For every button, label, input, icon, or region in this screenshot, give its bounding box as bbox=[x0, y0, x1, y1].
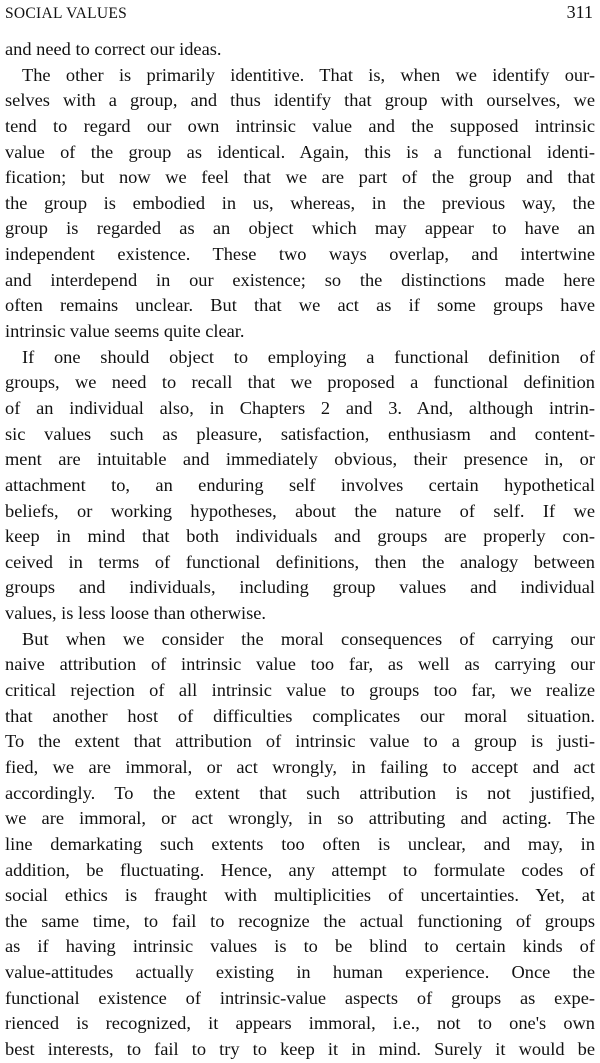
text-line: If one should object to employing a functional definition of bbox=[22, 346, 595, 367]
text-line: groups and individuals, including group values and individual bbox=[5, 577, 595, 598]
text-line: But when we consider the moral consequences of carrying our bbox=[22, 628, 595, 649]
text-line: that another host of difficulties complicates our moral situation. bbox=[5, 705, 595, 726]
text-line: functional existence of intrinsic-value aspects of groups as expe- bbox=[5, 987, 595, 1008]
text-line: To the extent that attribution of intrinsic value to a group is justi- bbox=[5, 731, 595, 752]
text-line: group is regarded as an object which may appear to have an bbox=[5, 218, 595, 239]
text-line: independent existence. These two ways overlap, and intertwine bbox=[5, 244, 595, 265]
body-text bbox=[5, 37, 595, 1063]
text-line: the group is embodied in us, whereas, in the previous way, the bbox=[5, 192, 595, 213]
text-line: we are immoral, or act wrongly, in so attributing and acting. The bbox=[5, 808, 595, 829]
text-line: addition, be fluctuating. Hence, any attempt to formulate codes of bbox=[5, 859, 595, 880]
text-line: The other is primarily identitive. That is, when we identify our- bbox=[22, 64, 595, 85]
text-line: ment are intuitable and immediately obvious, their presence in, or bbox=[5, 449, 595, 470]
text-line: sic values such as pleasure, satisfaction, enthusiasm and content- bbox=[5, 423, 595, 444]
text-line: and interdepend in our existence; so the distinctions made here bbox=[5, 269, 595, 290]
text-line: value of the group as identical. Again, this is a functional identi- bbox=[5, 141, 595, 162]
text-line: line demarkating such extents too often is unclear, and may, in bbox=[5, 833, 595, 854]
text-line: fication; but now we feel that we are part of the group and that bbox=[5, 167, 595, 188]
text-line: value-attitudes actually existing in human experience. Once the bbox=[5, 962, 595, 983]
text-line: social ethics is fraught with multiplicities of uncertainties. Yet, at bbox=[5, 885, 595, 906]
page-number: 311 bbox=[566, 2, 593, 22]
text-line: keep in mind that both individuals and groups are properly con- bbox=[5, 526, 595, 547]
text-line: naive attribution of intrinsic value too far, as well as carrying our bbox=[5, 654, 595, 675]
text-line: best interests, to fail to try to keep it in mind. Surely it would be bbox=[5, 1038, 595, 1059]
running-title: SOCIAL VALUES bbox=[5, 5, 128, 22]
text-line: values, is less loose than otherwise. bbox=[5, 603, 266, 624]
text-line: groups, we need to recall that we proposed a functional definition bbox=[5, 372, 595, 393]
text-line: often remains unclear. But that we act as if some groups have bbox=[5, 295, 595, 316]
text-line: attachment to, an enduring self involves certain hypothetical bbox=[5, 474, 595, 495]
text-line: tend to regard our own intrinsic value and the supposed intrinsic bbox=[5, 115, 595, 136]
text-line: as if having intrinsic values is to be blind to certain kinds of bbox=[5, 936, 595, 957]
text-line: intrinsic value seems quite clear. bbox=[5, 321, 245, 342]
text-line: of an individual also, in Chapters 2 and 3. And, although intrin- bbox=[5, 397, 595, 418]
text-line: the same time, to fail to recognize the actual functioning of groups bbox=[5, 910, 595, 931]
text-line: accordingly. To the extent that such attribution is not justified, bbox=[5, 782, 595, 803]
text-line: rienced is recognized, it appears immoral, i.e., not to one's own bbox=[5, 1013, 595, 1034]
text-line: selves with a group, and thus identify that group with ourselves, we bbox=[5, 90, 595, 111]
text-line: and need to correct our ideas. bbox=[5, 39, 222, 59]
text-line: beliefs, or working hypotheses, about the nature of self. If we bbox=[5, 500, 595, 521]
text-line: ceived in terms of functional definitions, then the analogy between bbox=[5, 551, 595, 572]
text-line: critical rejection of all intrinsic value to groups too far, we realize bbox=[5, 680, 595, 701]
text-line: fied, we are immoral, or act wrongly, in failing to accept and act bbox=[5, 756, 595, 777]
running-head bbox=[5, 2, 593, 22]
